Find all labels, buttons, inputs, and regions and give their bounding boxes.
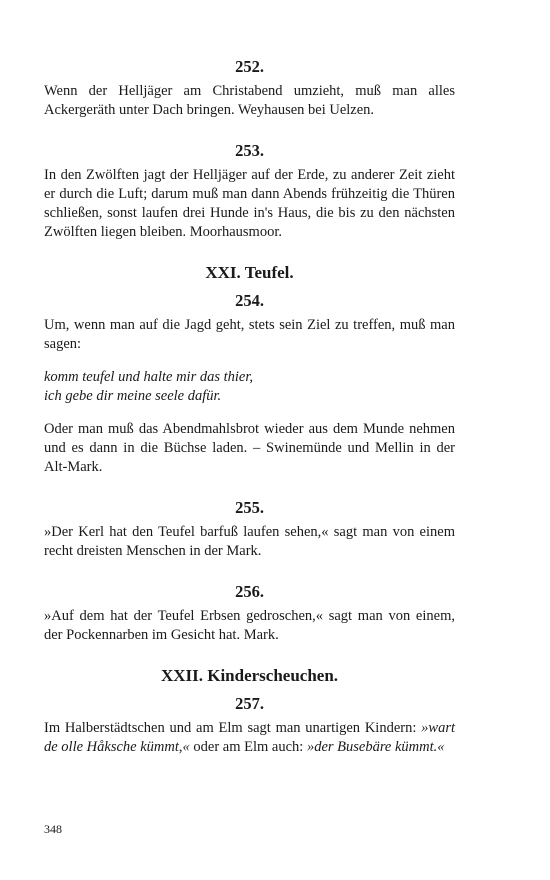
entry-257: [44, 693, 455, 757]
entry-text: Wenn der Helljäger am Christabend umzieht, muß man alles Ackergeräth unter Dach bringen. Weyhausen bei Uelzen.: [44, 83, 455, 118]
entry-256: [44, 581, 455, 645]
entry-255: [44, 497, 455, 561]
entry-number: 256.: [235, 582, 264, 601]
entry-text-intro: Um, wenn man auf die Jagd geht, stets sein Ziel zu treffen, muß man sagen:: [44, 317, 455, 352]
verse-line: komm teufel und halte mir das thier,: [44, 369, 254, 385]
dialect-quote: »wart de olle Håksche kümmt,«: [44, 720, 455, 755]
entry-number: 253.: [235, 141, 264, 160]
entry-number: 257.: [235, 694, 264, 713]
entry-number: 255.: [235, 498, 264, 517]
entry-text: [44, 719, 455, 757]
text-run: Im Halberstädtschen und am Elm sagt man unartigen Kindern:: [44, 720, 422, 736]
page-content: [44, 56, 455, 777]
entry-253: [44, 140, 455, 242]
text-run: oder am Elm auch:: [189, 739, 307, 755]
entry-number: 254.: [235, 291, 264, 310]
chapter-heading-teufel: XXI. Teufel.: [205, 263, 294, 282]
dialect-quote: »der Busebäre kümmt.«: [306, 739, 445, 755]
chapter-heading-kinderscheuchen: XXII. Kinderscheuchen.: [160, 666, 339, 685]
verse-block: [44, 368, 455, 406]
entry-text: »Der Kerl hat den Teufel barfuß laufen sehen,« sagt man von einem recht dreisten Menschen in der Mark.: [44, 524, 455, 559]
entry-254: [44, 290, 455, 477]
entry-text-outro: Oder man muß das Abendmahlsbrot wieder aus dem Munde nehmen und es dann in die Büchse laden. – Swinemünde und Mellin in der Alt-Mark.: [44, 421, 455, 475]
entry-text: In den Zwölften jagt der Helljäger auf der Erde, zu anderer Zeit zieht er durch die Luft; darum muß man dann Abends frühzeitig die Thüren schließen, sonst laufen drei Hunde in's Haus, die bis zu den nächsten Zwölften liegen bleiben. Moorhausmoor.: [44, 167, 455, 240]
verse-line: ich gebe dir meine seele dafür.: [44, 388, 222, 404]
entry-252: [44, 56, 455, 120]
entry-number: 252.: [235, 57, 264, 76]
page-number: 348: [44, 822, 62, 836]
entry-text: »Auf dem hat der Teufel Erbsen gedroschen,« sagt man von einem, der Pockennarben im Gesicht hat. Mark.: [44, 608, 455, 643]
